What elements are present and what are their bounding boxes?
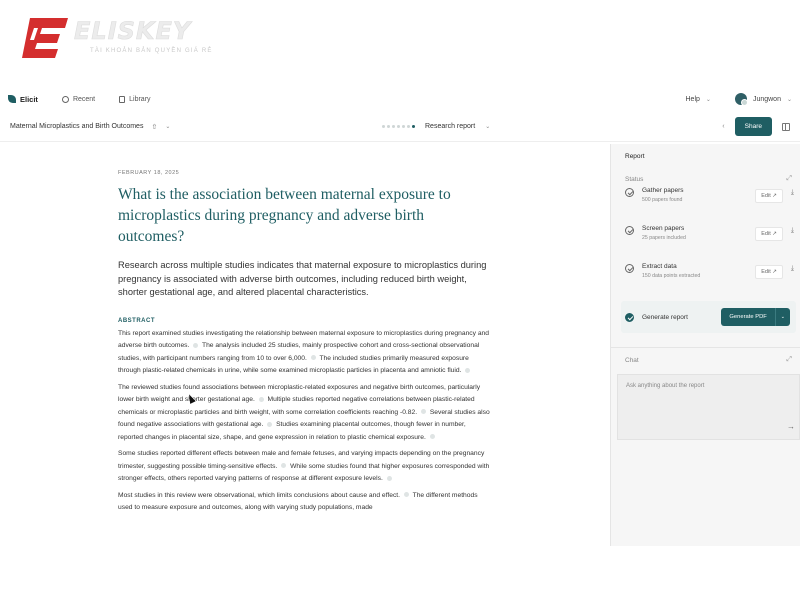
generate-pdf-button[interactable] [721,308,790,326]
document-toolbar [0,112,800,142]
send-arrow-icon[interactable]: → [787,422,795,431]
step-screen-papers [611,225,800,259]
chevron-down-icon: ⌄ [705,96,711,103]
report-content [0,144,608,546]
sentence: Studies examining placental outcomes, though fewer in number, reported changes in placental size, shape, and gene expression in relation to plastic chemical exposure. [118,421,466,441]
check-circle-filled-icon [625,313,634,322]
citation-marker[interactable] [421,409,426,414]
edit-button[interactable]: Edit ↗ [755,227,783,241]
mode-selector[interactable]: Research report [425,123,476,130]
elicit-app [0,86,800,546]
side-panel-toggle-icon[interactable] [782,123,790,131]
check-circle-icon [625,264,634,273]
clock-icon [62,96,69,103]
panel-heading: Report [625,153,645,160]
sentence: Some studies reported different effects between male and female fetuses, and varying impacts depending on the pregnancy trimester, suggesting possible timing-sensitive effects. [118,450,485,470]
sentence: The reviewed studies found associations between microplastic-related exposures and negative birth outcomes, particularly lower birth weight and shorter gestational age. [118,383,481,403]
citation-marker[interactable] [259,397,264,402]
abstract-paragraph [118,448,490,486]
step-extract-data [611,263,800,297]
status-heading: Status [625,175,644,183]
nav-library-label: Library [129,95,151,103]
citation-marker[interactable] [404,492,409,497]
progress-dot [387,125,390,128]
expand-icon[interactable]: ⤢ [786,356,792,363]
citation-marker[interactable] [430,434,435,439]
abstract-paragraph [118,490,490,515]
chevron-down-icon[interactable]: ⌄ [165,124,171,130]
check-circle-icon [625,188,634,197]
chat-section-header [611,356,800,364]
help-menu[interactable]: Help [685,95,700,103]
report-summary: Research across multiple studies indicates that maternal exposure to microplastics during pregnancy is associated with adverse birth outcomes, including reduced birth weight, shorter gestational age, and altered placental characteristics. [118,260,487,297]
share-out-icon[interactable]: ⇧ [151,123,158,131]
download-icon[interactable]: ⤓ [790,227,794,234]
abstract-paragraph [118,382,490,445]
divider [611,347,800,348]
generate-pdf-label: Generate PDF [729,314,767,320]
brand-name: Elicit [20,94,38,104]
nav-library[interactable] [119,96,150,103]
sentence: Several studies also found negative associations with gestational age. [118,408,490,428]
progress-dot [407,125,410,128]
eliskey-logo-icon [20,16,70,60]
sentence: The included studies primarily measured exposure through plastic-related chemicals in urine, while some examined microplastic particles in placenta and amniotic fluid. [118,354,469,374]
step-name: Screen papers [642,225,685,232]
check-circle-icon [625,226,634,235]
progress-dot [402,125,405,128]
sentence: The analysis included 25 studies, mainly prospective cohort and cross-sectional observational studies, with participant numbers ranging from 10 to over 6,000. [118,342,480,362]
chevron-down-icon[interactable]: ⌄ [485,124,491,130]
step-name: Gather papers [642,187,684,194]
watermark-name: ELISKEY [74,17,192,45]
status-section-header [611,175,800,183]
progress-dots [382,125,415,128]
download-icon[interactable]: ⤓ [790,265,794,272]
step-detail: 25 papers included [642,235,686,241]
nav-recent[interactable] [62,96,95,103]
sentence: This report examined studies investigating the relationship between maternal exposure to microplastics during pregnancy and adverse birth outcomes. [118,329,489,349]
avatar[interactable] [735,93,747,105]
sentence: Most studies in this review were observational, which limits conclusions about cause and effect. [118,491,401,499]
download-icon[interactable]: ⤓ [790,189,794,196]
user-name[interactable]: Jungwon [752,95,781,103]
book-icon [119,96,125,103]
sentence: The different methods used to measure exposure and outcomes, along with varying study populations, made [118,491,478,511]
expand-icon[interactable]: ⤢ [786,175,792,182]
sentence: While some studies found that higher exposures corresponded with stronger effects, others reported varying patterns of response at different exposure levels. [118,462,490,482]
citation-marker[interactable] [267,422,272,427]
chat-input[interactable] [617,374,800,440]
citation-marker[interactable] [193,343,198,348]
chat-heading: Chat [625,356,639,364]
citation-marker[interactable] [311,355,316,360]
sentence: Multiple studies reported negative correlations between plastic-related chemicals or microplastic particles and birth weight, with some correlation coefficients reaching -0.82. [118,396,475,416]
step-gather-papers [611,187,800,221]
citation-marker[interactable] [281,463,286,468]
chevron-down-icon: ⌄ [786,96,792,103]
top-navigation [0,86,800,112]
progress-dot [392,125,395,128]
elicit-logo-icon [8,95,16,103]
nav-recent-label: Recent [72,95,96,103]
progress-dot [397,125,400,128]
step-detail: 500 papers found [642,197,683,203]
brand[interactable] [8,95,38,104]
step-name: Generate report [642,313,688,321]
report-title: What is the association between maternal exposure to microplastics during pregnancy and adverse birth outcomes? [118,186,451,245]
abstract-heading: ABSTRACT [118,317,155,324]
progress-dot-active [412,125,415,128]
watermark-tagline: TÀI KHOẢN BẢN QUYỀN GIÁ RẺ [90,48,213,54]
step-generate-report [621,301,796,333]
edit-button[interactable]: Edit ↗ [755,265,783,279]
citation-marker[interactable] [465,368,470,373]
watermark-logo [20,16,213,60]
chat-placeholder: Ask anything about the report [626,383,705,389]
abstract-paragraph [118,328,490,378]
report-side-panel [610,144,800,546]
step-detail: 150 data points extracted [642,273,701,279]
step-name: Extract data [642,263,677,270]
report-date: FEBRUARY 18, 2025 [118,170,180,176]
share-button[interactable]: Share [735,117,772,136]
chevron-left-icon[interactable]: ‹ [722,123,725,130]
edit-button[interactable]: Edit ↗ [755,189,783,203]
document-title[interactable]: Maternal Microplastics and Birth Outcomes [10,123,144,130]
progress-dot [382,125,385,128]
citation-marker[interactable] [387,476,392,481]
chevron-down-icon[interactable]: ⌄ [775,308,790,326]
